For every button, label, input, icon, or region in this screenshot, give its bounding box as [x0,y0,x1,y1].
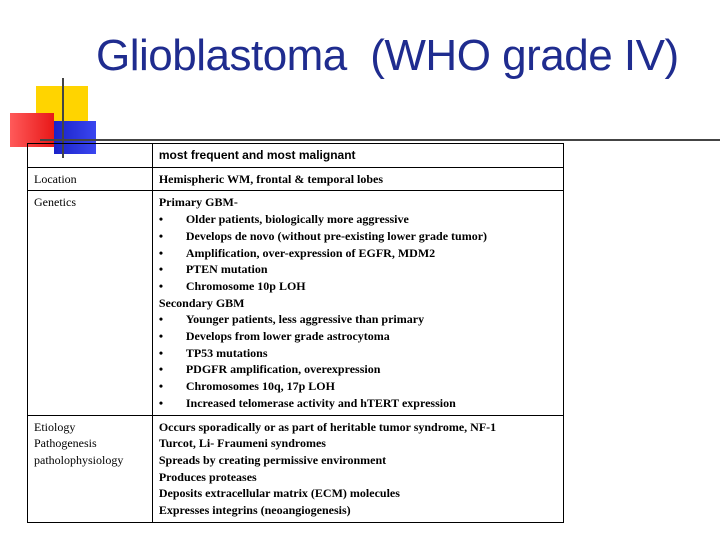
list-item: • Develops from lower grade astrocytoma [158,329,390,344]
red-square-decoration [10,113,54,147]
location-value: Hemispheric WM, frontal & temporal lobes [152,167,563,191]
list-item: • Younger patients, less aggressive than primary [158,312,425,327]
table-row-genetics [28,191,564,415]
location-label: Location [28,167,153,191]
bullet: • [158,278,164,293]
list-item: • TP53 mutations [158,345,268,360]
list-item: • PTEN mutation [158,262,268,277]
bullet: • [158,362,164,377]
bullet: • [158,262,164,277]
bullet: • [158,329,164,344]
pathogenesis-label-line: Pathogenesis [34,436,97,451]
bullet: • [158,245,164,260]
etiology-line: Turcot, Li- Fraumeni syndromes [158,436,326,451]
etiology-value [152,415,563,522]
etiology-line: Expresses integrins (neoangiogenesis) [158,503,351,518]
table-row-location [28,167,564,191]
yellow-square-decoration [36,86,88,138]
pathophysiology-label-line: patholophysiology [34,452,124,467]
etiology-label-line: Etiology [34,419,76,434]
slide-title: Glioblastoma (WHO grade IV) [96,31,679,80]
bullet: • [158,212,164,227]
horizontal-rule-decoration [40,139,720,141]
list-item: • Older patients, biologically more aggressive [158,212,409,227]
table-row-etiology [28,415,564,522]
list-item: • Amplification, over-expression of EGFR, MDM2 [158,245,436,260]
etiology-line: Spreads by creating permissive environment [158,452,387,467]
etiology-line: Produces proteases [158,469,257,484]
list-item: • Develops de novo (without pre-existing lower grade tumor) [158,228,488,243]
genetics-label: Genetics [28,191,153,415]
list-item: • Chromosome 10p LOH [158,278,306,293]
secondary-gbm-heading: Secondary GBM [158,295,245,310]
list-item: • PDGFR amplification, overexpression [158,362,381,377]
list-item: • Chromosomes 10q, 17p LOH [158,379,335,394]
bullet: • [158,345,164,360]
etiology-line: Occurs sporadically or as part of heritable tumor syndrome, NF-1 [158,419,497,434]
etiology-label [28,415,153,522]
etiology-line: Deposits extracellular matrix (ECM) molecules [158,486,400,501]
bullet: • [158,379,164,394]
header-empty-cell [28,144,153,168]
list-item: • Increased telomerase activity and hTERT expression [158,395,456,410]
primary-gbm-heading: Primary GBM- [158,195,238,210]
bullet: • [158,228,164,243]
bullet: • [158,312,164,327]
table-header-row [28,144,564,168]
genetics-value [152,191,563,415]
header-cell: most frequent and most malignant [152,144,563,168]
bullet: • [158,395,164,410]
info-table [27,143,564,523]
